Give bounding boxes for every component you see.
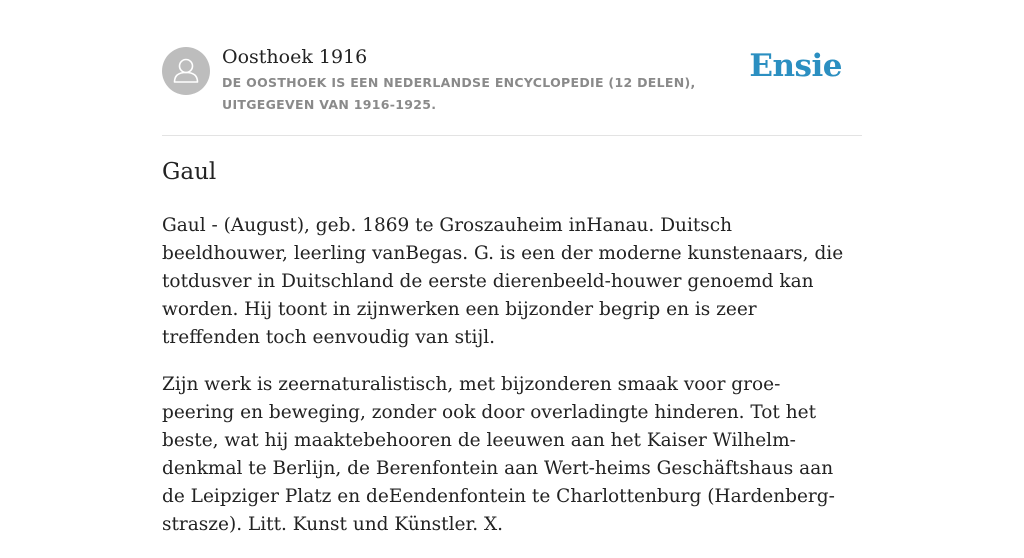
article-paragraph-2: Zijn werk is zeernaturalistisch, met bijzonderen smaak voor groe-peering en beweging, zonder ook door overladingte hinderen. Tot het beste, wat hij maaktebehooren de leeuwen aan het Kaiser Wilhelm-denkmal te Berlijn, de Berenfontein aan Wert-heims Geschäftshaus aan de Leipziger Platz en deEendenfontein te Charlottenburg (Hardenberg-strasze). Litt. Kunst und Künstler. X. bbox=[162, 374, 835, 535]
page bbox=[162, 0, 862, 535]
ensie-logo-link[interactable]: Ensie bbox=[749, 48, 842, 84]
article-title: Gaul bbox=[162, 159, 217, 185]
user-silhouette-icon bbox=[162, 47, 210, 95]
article-paragraph-1: Gaul - (August), geb. 1869 te Groszauheim inHanau. Duitsch beeldhouwer, leerling vanBegas. G. is een der moderne kunstenaars, die totdusver in Duitschland de eerste dierenbeeld-houwer genoemd kan worden. Hij toont in zijnwerken een bijzonder begrip en is zeer treffenden toch eenvoudig van stijl. bbox=[162, 215, 844, 348]
article-body bbox=[162, 212, 852, 558]
source-header bbox=[162, 0, 862, 136]
source-title[interactable]: Oosthoek 1916 bbox=[222, 46, 368, 68]
source-avatar[interactable] bbox=[162, 47, 210, 95]
source-description: DE OOSTHOEK IS EEN NEDERLANDSE ENCYCLOPEDIE (12 DELEN), UITGEGEVEN VAN 1916-1925. bbox=[222, 75, 696, 112]
